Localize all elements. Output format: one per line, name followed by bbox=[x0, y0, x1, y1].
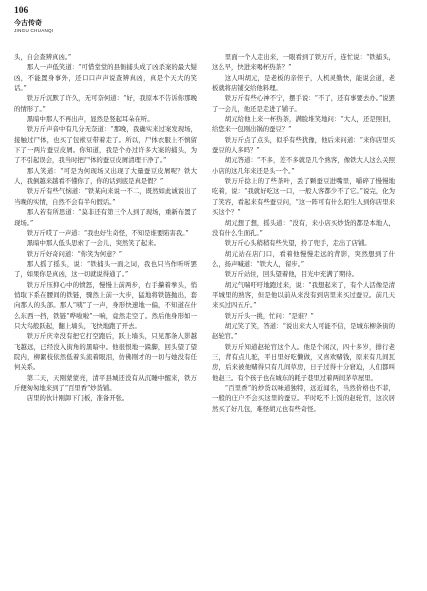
right-column bbox=[212, 52, 395, 414]
paragraph: 胡元气喘吁吁地跑过来，说：“我想起来了，有个人活像是清平城里的熟客，但是他以前从来没有到店里来买过蚕豆。前几天来买过四五斤。” bbox=[212, 280, 395, 310]
paragraph: 铁万斤庆幸没有把它打空跑后，跃上墙头，只见那条人影越飞越远，已经没入街角的黑暗中。他很恨地一跺脚，回头望了望院内，柳絮枝依然低着头流着眼泪，仿佛刚才的一切与她没有任何关系。 bbox=[14, 332, 197, 372]
paragraph: 铁万斤声音中有几分无奈道：“那晚，我确实来过案发现场，接触过尸体，也买了包袱豆带着走了。所以，尸体衣服上不慎留下了一两片蚕豆皮屑。你知道，我是个办过许多大案的捕头，为了不引起误会，我当时把尸体的蚕豆皮屑清理干净了。” bbox=[14, 125, 197, 165]
paragraph: 胡元答道：“不多，差不多就是几个熟客，像铁大人这么关照小店的这几年来还是头一个。” bbox=[212, 156, 395, 175]
left-column bbox=[14, 52, 197, 404]
paragraph: 铁万斤好奇问道：“你笑为何意？” bbox=[26, 249, 122, 258]
paragraph: 头，自会查辨真凶。” bbox=[14, 53, 72, 61]
page-number: 106 bbox=[14, 6, 29, 16]
magazine-title: 今古传奇 bbox=[14, 19, 42, 27]
paragraph: 铁万斤知道赵轮官这个人。他是个闲汉，四十多岁，排行老三，背有点儿驼，平日里好吃懒做，又喜欢赌钱，原来有几间瓦房，后来被他赌得只有几间草房，日子过得十分窘迫，人们都叫他赵三。有个孩子也在城东的耗子巷里过着两间茅草屋里。 bbox=[212, 342, 395, 382]
paragraph: 那人笑道：“可是为何现场又出现了大量蚕豆皮屑呢？铁大人，我倒越来越看不懂你了，你的话到底是真是假？” bbox=[14, 166, 197, 186]
paragraph: 黑暗中那人不再出声，显然是竖起耳朵在听。 bbox=[26, 115, 154, 124]
paragraph: 铁万斤头一挑，忙问：“是谁？” bbox=[224, 311, 314, 320]
paragraph: 第二天，天刚蒙蒙亮，清平县城还没有从沉睡中醒来，铁万斤便匆匆地来到了“百里香”炒货铺。 bbox=[14, 373, 197, 392]
paragraph: 铁万斤点了点头，似乎有些犹豫，他后来问道：“来你店里买蚕豆的人多吗？” bbox=[212, 135, 395, 155]
paragraph: 胡元想了想，摇头道：“没有，来小店买炒货的都是本地人，没有什么生面孔。” bbox=[212, 218, 395, 237]
paragraph: 铁万斤心头稍稍有些失望，拎了兜手，走出了店铺。 bbox=[224, 239, 371, 248]
paragraph: 那人一声低笑道：“可惜堂堂的县衙捕头成了凶杀案的最大疑凶，不能置身事外，还口口声声说查辨真凶，真是个天大的笑话。” bbox=[14, 63, 197, 93]
paragraph: 那人摇了摇头，说：“铁捕头一面之词，我也只当作听听罢了，如果你是真凶，这一切就说得通了。” bbox=[14, 259, 197, 279]
magazine-pinyin: JINGU CHUANQI bbox=[14, 28, 54, 33]
paragraph: 胡元给他上来一杯热茶，满脸堆笑地问：“大人，还是照旧，给您来一包刚出锅的蚕豆？” bbox=[212, 115, 395, 134]
page-header bbox=[14, 6, 214, 34]
paragraph: 铁万斤有些气恼道：“铁某向来说一不二，既然如此诚说出了当晚的实情，自然不会有半句假话。” bbox=[14, 187, 197, 206]
paragraph: 店里的伙计刚卸下门板，准备开张。 bbox=[26, 394, 129, 403]
paragraph: 铁万斤站住，回头望着他，目光中充满了期待。 bbox=[224, 270, 358, 279]
paragraph: 胡元站在店门口，看着他慢慢走远的背影，突然想到了什么，扬声喊道：“铁大人，留步。” bbox=[212, 249, 395, 268]
paragraph: 铁万斤哎了一声道：“我也好生奇怪，不知是谁要陷害我。” bbox=[26, 228, 189, 237]
paragraph: 那人若有所思道：“莫非还有第三个人到了现场，重新布置了现场。” bbox=[14, 208, 197, 227]
paragraph: 胡元笑了笑，答道：“说出来大人可能不信，是城东柳条街的赵轮官。” bbox=[212, 321, 395, 341]
paragraph: 这人叫胡元，是老板的亲侄子，人机灵勤快，能说会道，老板就将店铺交给他料理。 bbox=[212, 73, 395, 93]
paragraph: 黑暗中那人低头思索了一会儿，突然笑了起来。 bbox=[26, 239, 160, 248]
paragraph: 铁万斤捻上的了些茶叶，丢了颗蚕豆进嘴里，嚼碎了慢慢地吃着，说：“我就好吃这一口，一般人客都少不了它。”说完，化为了笑容，看起来有些蚕豆问，“这一阵可有什么陌生人到你店里来买这个？” bbox=[212, 177, 395, 217]
paragraph: “百里香”的炒货以味道独特，远近闻名，当然价格也不菲，一般的庄户不会买这里的蚕豆。平时吃不上饭的赵轮官，这次居然买了好几包，难怪胡元也有些奇怪。 bbox=[212, 384, 395, 413]
paragraph: 铁万斤有些心神不宁，摆手说：“不了，还有事要去办。”说罢了一会儿，他还是走进了铺子。 bbox=[212, 94, 395, 113]
paragraph: 铁万斤压抑心中的愤怒，慢慢上前两步，右手攥着拳头，悄悄取下系在腰间的铁链，骤然上前一大步，猛地将铁链抛出，套向那人的头部。那人“咦”了一声，身形快速地一偏，不知道在什么东西一挡，铁链“哗啦啦”一响，竟然走空了。然后他身形如一只大鸟般跃起，翻上墙头，飞快地跑了开去。 bbox=[14, 280, 197, 330]
paragraph: 铁万斤沉默了许久，无可奈何道：“好，我原本不告诉你那晚的情形了。” bbox=[14, 94, 197, 113]
paragraph: 里面一个人走出来，一眼看到了铁万斤，连忙说：“铁捕头，这么早，快进来喝杯热茶？” bbox=[212, 53, 395, 72]
